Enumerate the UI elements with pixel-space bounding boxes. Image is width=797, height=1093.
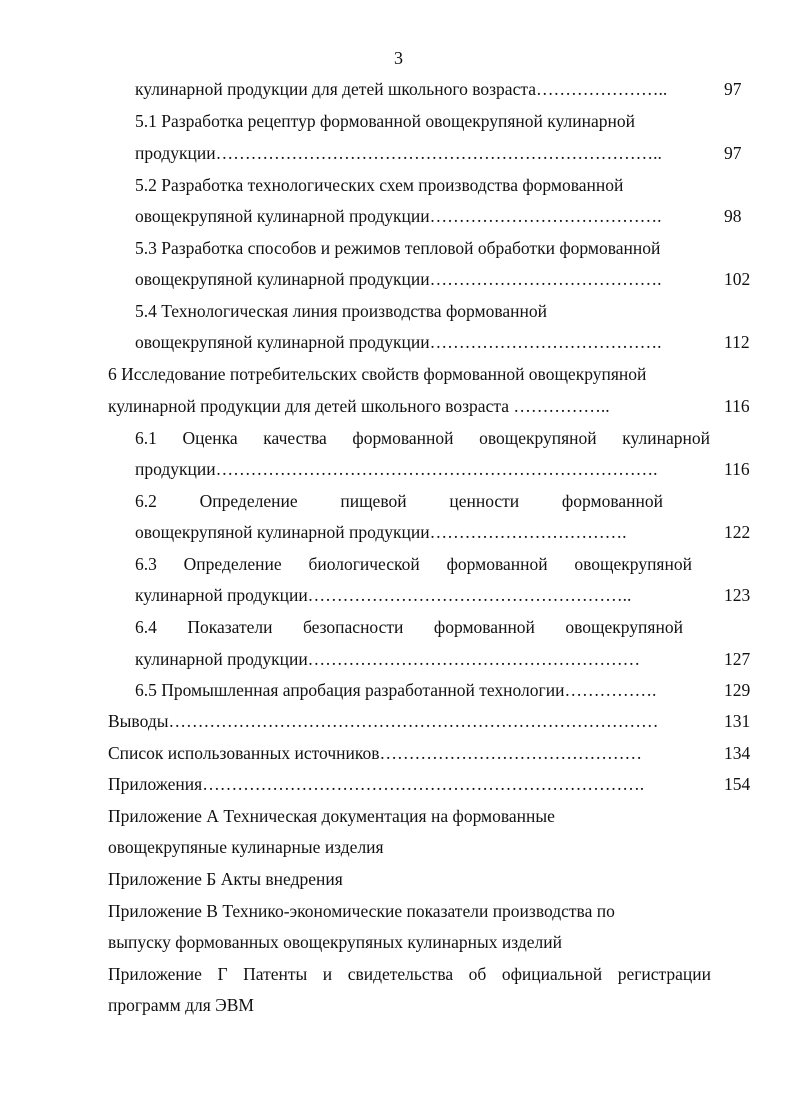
toc-line: кулинарной продукции для детей школьного возраста …………….. (108, 396, 610, 416)
toc-page-number: 116 (724, 396, 750, 416)
toc-word: 6.2 (135, 491, 157, 511)
toc-page-number: 97 (724, 143, 742, 163)
toc-word: ценности (449, 491, 520, 511)
toc-word: официальной (501, 964, 603, 984)
toc-word: 6.3 (135, 554, 157, 574)
toc-page-number: 123 (724, 585, 751, 605)
toc-word: овощекрупяной (565, 617, 683, 637)
toc-word: Показатели (187, 617, 273, 637)
toc-word: Оценка (182, 428, 238, 448)
toc-page-number: 154 (724, 774, 751, 794)
toc-line: 5.3 Разработка способов и режимов тепловой обработки формованной (135, 238, 661, 258)
toc-appendix-line: Приложение Б Акты внедрения (108, 869, 343, 889)
toc-word: Определение (183, 554, 282, 574)
toc-word: овощекрупяной (574, 554, 692, 574)
toc-line: продукции…………………………………………………………………. (135, 459, 658, 479)
toc-line: 6 Исследование потребительских свойств формованной овощекрупяной (108, 364, 647, 384)
toc-line: продукции………………………………………………………………….. (135, 143, 662, 163)
toc-line: 5.4 Технологическая линия производства формованной (135, 301, 547, 321)
toc-appendix-line: программ для ЭВМ (108, 995, 254, 1015)
toc-appendix-line: выпуску формованных овощекрупяных кулинарных изделий (108, 932, 562, 952)
toc-word: пищевой (340, 491, 407, 511)
toc-page-number: 131 (724, 711, 751, 731)
toc-line: Список использованных источников……………………………………… (108, 743, 643, 763)
toc-word: овощекрупяной (479, 428, 597, 448)
toc-word: Г (217, 964, 228, 984)
toc-word: качества (263, 428, 327, 448)
toc-word: безопасности (302, 617, 404, 637)
page-number: 3 (394, 48, 403, 68)
toc-page-number: 112 (724, 332, 750, 352)
toc-line: овощекрупяной кулинарной продукции…………………………………. (135, 332, 662, 352)
toc-appendix-line: Приложение А Техническая документация на формованные (108, 806, 555, 826)
toc-word: и (322, 964, 333, 984)
toc-word: Приложение (108, 964, 202, 984)
toc-page-number: 97 (724, 79, 742, 99)
toc-word: Определение (199, 491, 298, 511)
toc-word: формованной (352, 428, 454, 448)
toc-justified-line (108, 963, 711, 985)
toc-line: кулинарной продукции………………………………………………… (135, 649, 641, 669)
toc-page-number: 129 (724, 680, 751, 700)
toc-word: кулинарной (622, 428, 710, 448)
toc-line: 5.1 Разработка рецептур формованной овощекрупяной кулинарной (135, 111, 635, 131)
toc-appendix-line: овощекрупяные кулинарные изделия (108, 837, 384, 857)
toc-line: 6.5 Промышленная апробация разработанной технологии……………. (135, 680, 657, 700)
toc-page-number: 134 (724, 743, 751, 763)
toc-justified-line (135, 490, 663, 512)
toc-page-number: 127 (724, 649, 751, 669)
toc-word: формованной (561, 491, 663, 511)
toc-word: биологической (308, 554, 420, 574)
toc-line: кулинарной продукции для детей школьного возраста………………….. (135, 79, 668, 99)
toc-page-number: 98 (724, 206, 742, 226)
toc-word: свидетельства (347, 964, 454, 984)
toc-word: об (468, 964, 487, 984)
toc-line: овощекрупяной кулинарной продукции……………………………. (135, 522, 627, 542)
toc-word: регистрации (617, 964, 711, 984)
toc-justified-line (135, 427, 710, 449)
toc-line: овощекрупяной кулинарной продукции…………………………………. (135, 269, 662, 289)
toc-line: кулинарной продукции……………………………………………….. (135, 585, 632, 605)
toc-word: 6.1 (135, 428, 157, 448)
toc-line: 5.2 Разработка технологических схем производства формованной (135, 175, 624, 195)
toc-line: Выводы………………………………………………………………………… (108, 711, 659, 731)
toc-word: 6.4 (135, 617, 157, 637)
toc-line: Приложения…………………………………………………………………. (108, 774, 645, 794)
toc-justified-line (135, 616, 683, 638)
toc-page-number: 116 (724, 459, 750, 479)
toc-justified-line (135, 553, 692, 575)
toc-word: формованной (446, 554, 548, 574)
toc-word: Патенты (243, 964, 308, 984)
toc-line: овощекрупяной кулинарной продукции…………………………………. (135, 206, 662, 226)
toc-page-number: 122 (724, 522, 751, 542)
toc-word: формованной (433, 617, 535, 637)
toc-appendix-line: Приложение В Технико-экономические показатели производства по (108, 901, 615, 921)
toc-page-number: 102 (724, 269, 751, 289)
